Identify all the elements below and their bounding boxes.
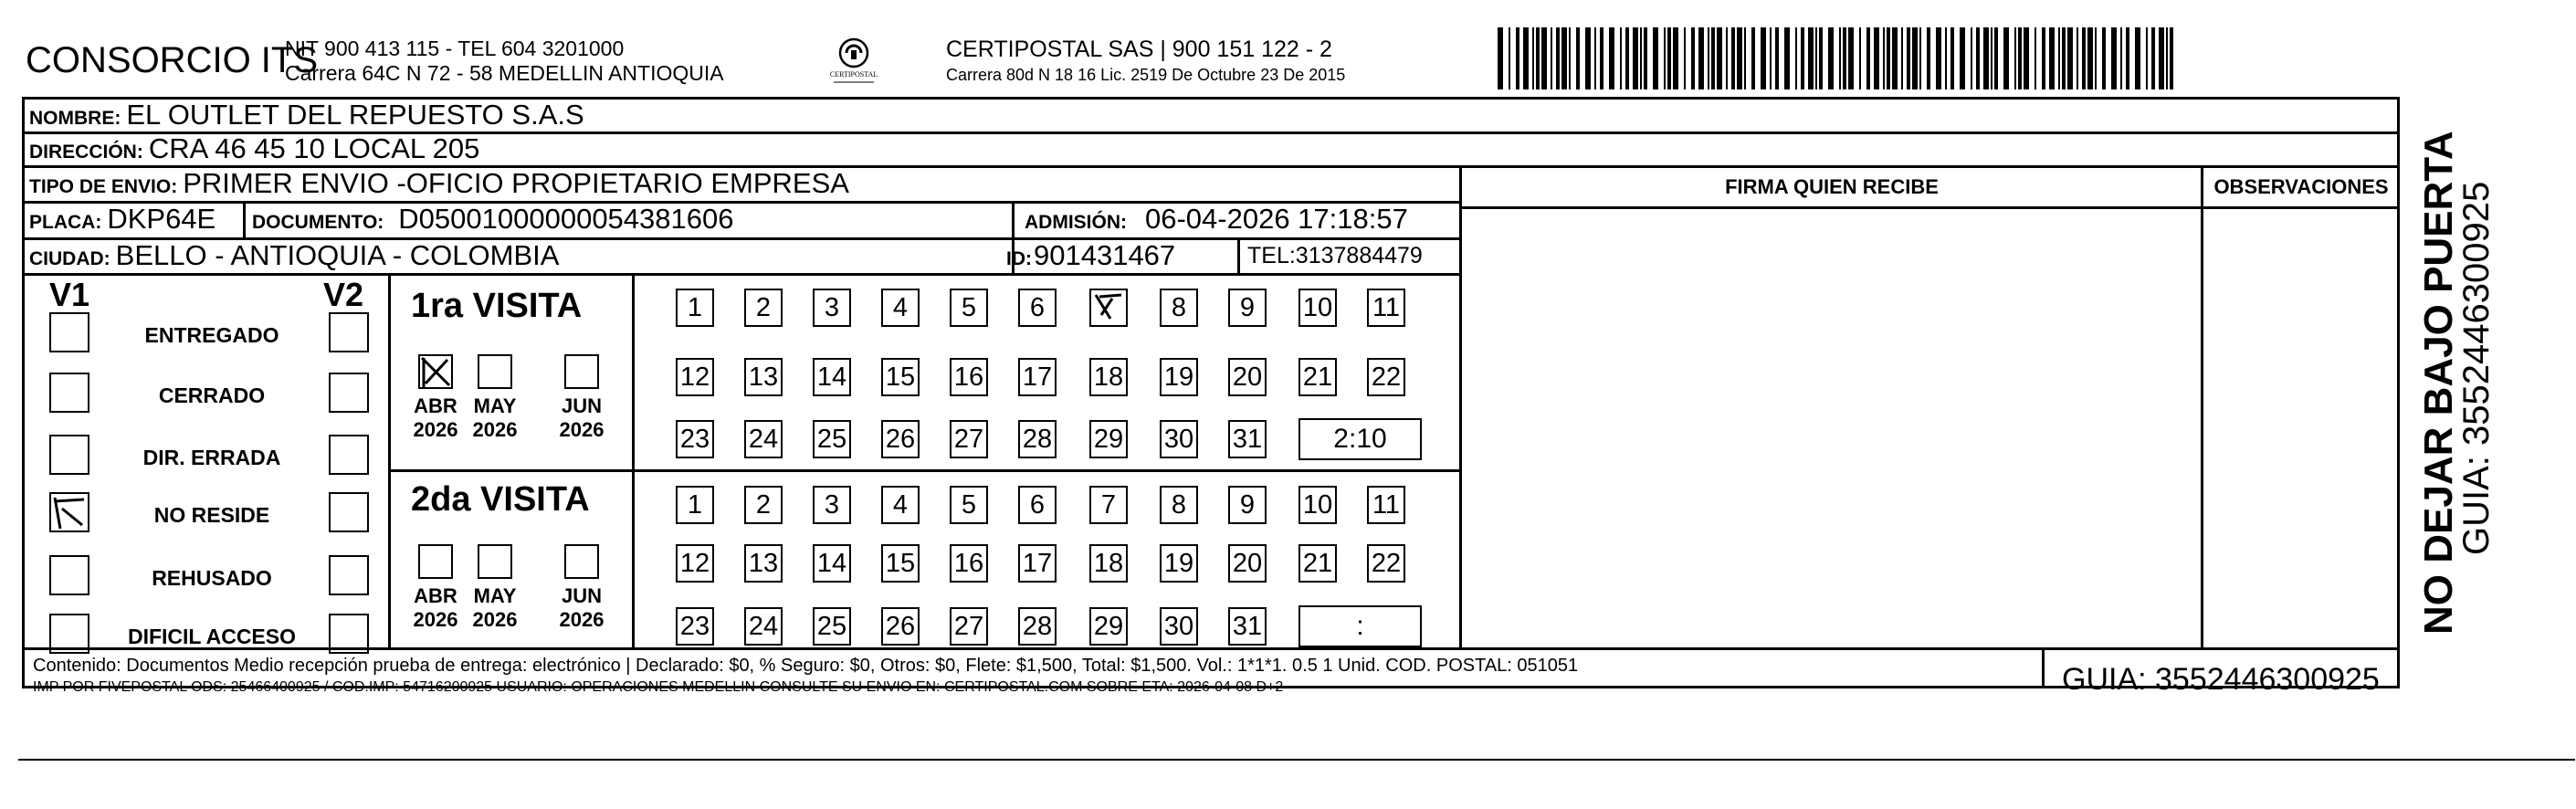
day-box[interactable]: 15 (881, 358, 920, 396)
barcode-bar (2120, 27, 2122, 89)
tel-field (1247, 243, 1423, 269)
barcode-bar (1936, 27, 1941, 89)
day-box[interactable]: 12 (676, 358, 714, 396)
barcode-bar (2151, 27, 2155, 89)
month-year: 2026 (559, 418, 605, 441)
barcode-bar (1653, 27, 1658, 89)
status-label: DIR. ERRADA (142, 446, 281, 469)
barcode-bar (1744, 27, 1746, 89)
barcode-bar (1950, 27, 1954, 89)
day-box[interactable]: 18 (1089, 358, 1128, 396)
time-box[interactable]: 2:10 (1299, 418, 1422, 460)
day-box[interactable] (1089, 289, 1128, 327)
barcode-bar (1892, 27, 1898, 89)
barcode-bar (1839, 27, 1841, 89)
barcode-bar (2126, 27, 2129, 89)
barcode-bar (1625, 27, 1629, 89)
month-label (554, 394, 609, 442)
barcode-bar (1600, 27, 1603, 89)
day-box[interactable]: 6 (1018, 486, 1057, 524)
barcode-bar (1848, 27, 1854, 89)
barcode-bar (1633, 27, 1638, 89)
day-box[interactable]: 8 (1160, 486, 1198, 524)
barcode-bar (1919, 27, 1921, 89)
barcode-bar (1887, 27, 1890, 89)
barcode-bar (1594, 27, 1596, 89)
nombre-label: NOMBRE: (29, 108, 121, 129)
barcode-bar (1912, 27, 1918, 89)
barcode-bar (2082, 27, 2086, 89)
barcode-bar (1523, 27, 1529, 89)
barcode-bar (1561, 27, 1567, 89)
day-box[interactable]: 21 (1299, 544, 1337, 583)
footer-content: Contenido: Documentos Medio recepción prueba de entrega: electrónico | Declarado: $0, % Seguro: $0, Otros: $0, Flete: $1,500, Total: $1,500. Vol.: 1*1*1. 0.5 1 Unid. COD. POSTAL: 051051 (33, 656, 1579, 676)
barcode-bar (1907, 27, 1910, 89)
placa-value: DKP64E (107, 203, 216, 235)
day-box[interactable]: 7 (1089, 486, 1128, 524)
admision-value: 06-04-2026 17:18:57 (1145, 203, 1408, 235)
barcode-bar (1726, 27, 1728, 89)
day-box[interactable]: 1 (676, 289, 714, 327)
barcode-bar (1983, 27, 1989, 89)
barcode-bar (1828, 27, 1834, 89)
ciudad-field (29, 239, 559, 272)
barcode-bar (1945, 27, 1947, 89)
barcode-bar (1644, 27, 1647, 89)
day-box[interactable]: 4 (881, 486, 920, 524)
direccion-field (29, 132, 479, 165)
day-box[interactable]: 8 (1160, 289, 1198, 327)
day-box[interactable]: 5 (950, 289, 988, 327)
barcode-bar (1640, 27, 1642, 89)
day-box[interactable]: 3 (813, 486, 851, 524)
barcode-bar (2087, 27, 2093, 89)
barcode-bar (1960, 27, 1965, 89)
first-visit-title: 1ra VISITA (411, 287, 583, 325)
day-box[interactable]: 11 (1367, 289, 1405, 327)
day-box[interactable]: 9 (1228, 486, 1267, 524)
day-box[interactable]: 6 (1018, 289, 1057, 327)
barcode-bar (1585, 27, 1591, 89)
barcode-bar (2058, 27, 2060, 89)
barcode-bar (1731, 27, 1735, 89)
side-warning: NO DEJAR BAJO PUERTA (2416, 131, 2461, 635)
month-label (468, 394, 522, 442)
admision-field (1025, 203, 1408, 236)
month-year: 2026 (472, 418, 518, 441)
month-year: 2026 (472, 608, 518, 631)
day-box[interactable]: 27 (950, 607, 988, 646)
month-year: 2026 (559, 608, 605, 631)
barcode-bar (1843, 27, 1846, 89)
tipo-envio-label: TIPO DE ENVIO: (29, 176, 178, 197)
barcode-bar (1795, 27, 1797, 89)
placa-field (29, 203, 216, 236)
placa-label: PLACA: (29, 212, 102, 233)
barcode-bar (1770, 27, 1772, 89)
v2-label: V2 (323, 276, 364, 313)
day-box[interactable]: 12 (676, 544, 714, 583)
documento-value: D05001000000054381606 (398, 203, 734, 235)
day-box[interactable]: 22 (1367, 358, 1405, 396)
barcode-bar (2024, 27, 2029, 89)
day-box[interactable]: 22 (1367, 544, 1405, 583)
month-checkbox[interactable] (564, 354, 599, 389)
certipostal-license: Carrera 80d N 18 16 Lic. 2519 De Octubre 23 De 2015 (946, 66, 1346, 84)
day-box[interactable]: 2 (744, 486, 783, 524)
status-label: CERRADO (158, 383, 266, 407)
barcode-bar (2102, 27, 2106, 89)
nombre-value: EL OUTLET DEL REPUESTO S.A.S (126, 99, 584, 131)
barcode-bar (1819, 27, 1823, 89)
day-box[interactable]: 31 (1228, 420, 1267, 458)
day-box[interactable]: 27 (950, 420, 988, 458)
barcode-bar (1698, 27, 1704, 89)
day-box[interactable]: 16 (950, 358, 988, 396)
day-box[interactable]: 19 (1160, 358, 1198, 396)
month-label (468, 584, 522, 632)
barcode-bar (1751, 27, 1755, 89)
month-year: 2026 (413, 608, 458, 631)
id-field (1006, 239, 1175, 272)
day-box[interactable]: 26 (881, 420, 920, 458)
barcode-bar (2035, 27, 2036, 89)
day-box[interactable]: 23 (676, 420, 714, 458)
month-label (408, 394, 463, 442)
tipo-envio-field (29, 167, 849, 200)
company-name: CONSORCIO ITS (26, 40, 319, 80)
logo-text: CERTIPOSTAL (829, 70, 878, 79)
barcode-bar (2159, 27, 2164, 89)
direccion-label: DIRECCIÓN: (29, 142, 143, 163)
barcode-bar (1609, 27, 1614, 89)
barcode-bar (2062, 27, 2066, 89)
day-box[interactable]: 16 (950, 544, 988, 583)
barcode-bar (1717, 27, 1722, 89)
barcode-bar (1866, 27, 1870, 89)
month-name: JUN (561, 394, 602, 417)
barcode-bar (2049, 27, 2055, 89)
barcode-bar (1711, 27, 1715, 89)
day-box[interactable]: 17 (1018, 544, 1057, 583)
barcode-bar (2077, 27, 2078, 89)
barcode-bar (1673, 27, 1678, 89)
day-box[interactable]: 5 (950, 486, 988, 524)
barcode-bar (1620, 27, 1622, 89)
day-box[interactable]: 29 (1089, 420, 1128, 458)
documento-field (252, 203, 733, 236)
day-box[interactable]: 30 (1160, 420, 1198, 458)
certipostal-info: CERTIPOSTAL SAS | 900 151 122 - 2 (946, 37, 1332, 62)
barcode-bar (1532, 27, 1534, 89)
direccion-value: CRA 46 45 10 LOCAL 205 (148, 132, 480, 164)
barcode-bar (1541, 27, 1547, 89)
barcode-bar (2135, 27, 2140, 89)
barcode-bar (1976, 27, 1980, 89)
barcode-bar (2003, 27, 2009, 89)
day-box[interactable]: 20 (1228, 358, 1267, 396)
footer-guia: GUIA: 3552446300925 (2062, 662, 2380, 697)
barcode-bar (2014, 27, 2016, 89)
day-box[interactable]: 14 (813, 544, 851, 583)
month-name: ABR (414, 394, 457, 417)
barcode-bar (1901, 27, 1903, 89)
id-label: ID: (1006, 248, 1032, 269)
barcode-bar (1991, 27, 1992, 89)
side-guia: GUIA: 3552446300925 (2456, 181, 2497, 555)
day-box[interactable]: 14 (813, 358, 851, 396)
day-box[interactable]: 17 (1018, 358, 1057, 396)
day-box[interactable]: 28 (1018, 420, 1057, 458)
month-label (408, 584, 463, 632)
barcode-bar (1808, 27, 1814, 89)
tel-label: TEL: (1247, 243, 1296, 268)
time-box[interactable]: : (1299, 605, 1422, 647)
day-box[interactable]: 24 (744, 420, 783, 458)
barcode-bar (1536, 27, 1540, 89)
day-box[interactable]: 4 (881, 289, 920, 327)
barcode-bar (1551, 27, 1552, 89)
barcode-bar (1684, 27, 1686, 89)
day-box[interactable]: 19 (1160, 544, 1198, 583)
documento-label: DOCUMENTO: (252, 212, 384, 233)
barcode-bar (1576, 27, 1580, 89)
admision-label: ADMISIÓN: (1025, 212, 1127, 233)
tipo-envio-value: PRIMER ENVIO -OFICIO PROPIETARIO EMPRESA (183, 167, 849, 199)
barcode-bar (1737, 27, 1742, 89)
month-name: JUN (561, 584, 602, 607)
day-box[interactable]: 21 (1299, 358, 1337, 396)
observaciones-label: OBSERVACIONES (2213, 175, 2389, 198)
month-checkbox[interactable] (478, 354, 512, 389)
barcode-bar (1927, 27, 1930, 89)
barcode-bar (1784, 27, 1790, 89)
id-value: 901431467 (1034, 239, 1176, 271)
barcode-bar (1761, 27, 1766, 89)
status-label: ENTREGADO (144, 323, 279, 347)
status-label: NO RESIDE (153, 503, 270, 527)
day-box[interactable]: 18 (1089, 544, 1128, 583)
month-checkbox[interactable] (478, 544, 512, 579)
barcode-bar (1569, 27, 1571, 89)
day-box[interactable]: 25 (813, 420, 851, 458)
month-name: MAY (473, 394, 517, 417)
barcode-bar (1859, 27, 1861, 89)
barcode-bar (2018, 27, 2022, 89)
barcode-bar (1874, 27, 1879, 89)
day-box[interactable]: 9 (1228, 289, 1267, 327)
certipostal-logo (826, 35, 881, 89)
barcode-bar (1801, 27, 1804, 89)
tel-value: 3137884479 (1295, 243, 1423, 268)
day-box[interactable]: 2 (744, 289, 783, 327)
barcode-bar (1498, 27, 1503, 89)
barcode-bar (1691, 27, 1695, 89)
status-label: DIFICIL ACCESO (127, 625, 296, 648)
day-box[interactable]: 11 (1367, 486, 1405, 524)
barcode-bar (2095, 27, 2097, 89)
barcode-bar (2166, 27, 2168, 89)
day-box[interactable]: 1 (676, 486, 714, 524)
barcode (1498, 27, 2173, 89)
day-box[interactable]: 13 (744, 544, 783, 583)
barcode-bar (1664, 27, 1666, 89)
day-box[interactable]: 3 (813, 289, 851, 327)
day-box[interactable]: 23 (676, 607, 714, 646)
ciudad-value: BELLO - ANTIOQUIA - COLOMBIA (115, 239, 560, 271)
day-box[interactable]: 25 (813, 607, 851, 646)
month-checkbox[interactable] (418, 354, 453, 389)
day-box[interactable]: 28 (1018, 607, 1057, 646)
month-name: ABR (414, 584, 457, 607)
barcode-bar (1556, 27, 1560, 89)
barcode-bar (2111, 27, 2117, 89)
barcode-bar (2042, 27, 2045, 89)
v1-label: V1 (49, 276, 90, 313)
ciudad-label: CIUDAD: (29, 248, 110, 269)
barcode-bar (1509, 27, 1510, 89)
barcode-bar (1667, 27, 1671, 89)
barcode-bar (1883, 27, 1885, 89)
barcode-bar (2146, 27, 2148, 89)
status-label: REHUSADO (152, 566, 272, 590)
day-box[interactable]: 30 (1160, 607, 1198, 646)
nombre-field (29, 99, 584, 131)
day-box[interactable]: 10 (1299, 486, 1337, 524)
barcode-bar (1516, 27, 1519, 89)
barcode-bar (1775, 27, 1779, 89)
barcode-bar (1994, 27, 1998, 89)
company-nit: NIT 900 413 115 - TEL 604 3201000 (285, 37, 625, 60)
firma-label: FIRMA QUIEN RECIBE (1725, 175, 1939, 198)
month-label (554, 584, 609, 632)
month-year: 2026 (413, 418, 458, 441)
day-box[interactable]: 10 (1299, 289, 1337, 327)
barcode-bar (2067, 27, 2073, 89)
day-box[interactable]: 24 (744, 607, 783, 646)
second-visit-title: 2da VISITA (411, 480, 590, 519)
footer-print-info: IMP POR FIVEPOSTAL ODS: 25466400925 / COD.IMP: 54716200925 USUARIO: OPERACIONES MEDELLIN CONSULTE SU ENVIO EN: CERTIPOSTAL.COM SOBRE ETA: 2026-04-08 D+2 (33, 679, 1284, 695)
barcode-bar (1971, 27, 1972, 89)
day-box[interactable]: 13 (744, 358, 783, 396)
day-box[interactable]: 15 (881, 544, 920, 583)
barcode-bar (1815, 27, 1817, 89)
month-name: MAY (473, 584, 517, 607)
month-checkbox[interactable] (564, 544, 599, 579)
day-box[interactable]: 29 (1089, 607, 1128, 646)
day-box[interactable]: 26 (881, 607, 920, 646)
day-box[interactable]: 20 (1228, 544, 1267, 583)
day-box[interactable]: 31 (1228, 607, 1267, 646)
company-address: Carrera 64C N 72 - 58 MEDELLIN ANTIOQUIA (285, 61, 724, 85)
barcode-bar (1708, 27, 1709, 89)
barcode-bar (2170, 27, 2173, 89)
month-checkbox[interactable] (418, 544, 453, 579)
